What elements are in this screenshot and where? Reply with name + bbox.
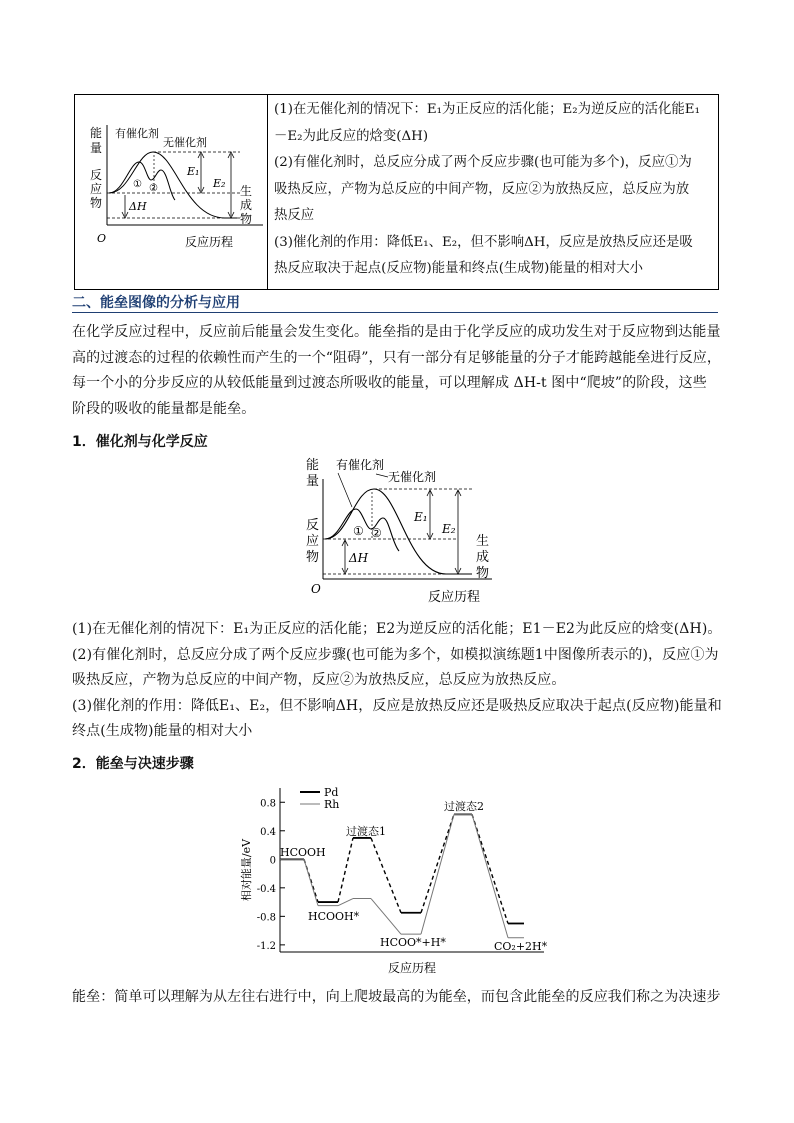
connector-rh xyxy=(371,899,401,935)
connector-rh xyxy=(304,859,318,905)
step1-label: ① xyxy=(353,524,364,538)
reactant-label-1: 反 xyxy=(90,168,103,182)
energy-profile-chart xyxy=(232,780,562,980)
table-text-cell xyxy=(268,95,719,290)
table-line: (2)有催化剂时，总反应分成了两个反应步骤(也可能为多个)，反应①为 xyxy=(274,155,692,170)
y-axis-title: 相对能量/eV xyxy=(240,838,253,902)
legend-rh-label: Rh xyxy=(324,798,340,811)
without-catalyst-label: 无催化剂 xyxy=(388,470,437,484)
connector-rh xyxy=(472,814,508,937)
table-line: 热反应取决于起点(反应物)能量和终点(生成物)能量的相对大小 xyxy=(274,261,644,276)
intro-line: 每一个小的分步反应的从较低能量到过渡态所吸收的能量，可以理解成 ΔH-t 图中“爬坡”的阶段，这些 xyxy=(72,375,707,391)
y-label-2: 量 xyxy=(90,141,103,155)
subheading-catalyst: 1．催化剂与化学反应 xyxy=(72,434,208,450)
y-tick-label: 0 xyxy=(269,855,276,867)
connector-pd xyxy=(338,838,353,902)
reactant-label-1: 反 xyxy=(306,518,320,533)
reactant-label-2: 应 xyxy=(90,182,103,196)
catalyst-notes xyxy=(72,617,732,745)
without-catalyst-label: 无催化剂 xyxy=(163,136,207,149)
stage-label: 过渡态2 xyxy=(444,800,484,813)
table-line: (3)催化剂的作用：降低E₁、E₂，但不影响ΔH，反应是放热反应还是吸 xyxy=(274,234,693,250)
y-tick-label: 0.8 xyxy=(260,798,276,810)
product-label-3: 物 xyxy=(476,566,490,581)
subheading-energy-barrier: 2．能垒与决速步骤 xyxy=(72,756,194,772)
stage-label: CO₂+2H* xyxy=(494,940,548,953)
step2-label: ② xyxy=(149,183,158,194)
stage-label: HCOO*+H* xyxy=(380,936,446,949)
intro-paragraph xyxy=(72,320,732,422)
e1-label: E₁ xyxy=(187,165,200,178)
intro-line: 阶段的吸收的能量都是能垒。 xyxy=(72,400,256,417)
y-label-1: 能 xyxy=(90,126,103,140)
e2-label: E₂ xyxy=(213,177,226,190)
legend-pd-label: Pd xyxy=(324,786,339,799)
table-line: －E₂为此反应的焓变(ΔH) xyxy=(274,128,429,144)
final-paragraph xyxy=(72,985,732,1011)
product-label-3: 物 xyxy=(240,212,253,226)
section-heading-underline xyxy=(72,312,718,313)
with-catalyst-label: 有催化剂 xyxy=(336,458,385,472)
connector-rh xyxy=(421,814,454,934)
stage-label: HCOOH* xyxy=(308,910,360,923)
origin-label: O xyxy=(311,582,321,596)
catalyst-energy-diagram-small xyxy=(75,95,267,285)
stage-label: 过渡态1 xyxy=(346,825,386,838)
delta-h-label: ΔH xyxy=(349,551,369,565)
note-line: 吸热反应，产物为总反应的中间产物，反应②为放热反应，总反应为放热反应。 xyxy=(72,672,566,688)
connector-pd xyxy=(421,814,454,912)
e1-label: E₁ xyxy=(414,510,428,524)
catalyst-energy-diagram xyxy=(296,457,496,607)
connector-pd xyxy=(371,838,401,913)
step1-label: ① xyxy=(133,179,142,190)
e2-label: E₂ xyxy=(442,522,456,536)
reactant-label-3: 物 xyxy=(90,196,103,210)
y-tick-label: -0.8 xyxy=(256,912,276,924)
intro-line: 在化学反应过程中，反应前后能量会发生变化。能垒指的是由于化学反应的成功发生对于反应物到达能量 xyxy=(72,324,721,340)
x-axis-label: 反应历程 xyxy=(428,590,481,605)
table-line: 热反应 xyxy=(274,208,315,223)
final-line: 能垒：简单可以理解为从左往右进行中，向上爬坡最高的为能垒，而包含此能垒的反应我们称之为决速步 xyxy=(72,989,721,1005)
y-label-1: 能 xyxy=(306,458,320,473)
note-line: (3)催化剂的作用：降低E₁、E₂，但不影响ΔH，反应是放热反应还是吸热反应取决于起点(反应物)能量和 xyxy=(72,697,722,714)
section-heading-text: 二、能垒图像的分析与应用 xyxy=(72,295,240,311)
product-label-2: 成 xyxy=(240,198,253,212)
table-line: 吸热反应，产物为总反应的中间产物，反应②为放热反应，总反应为放 xyxy=(274,181,690,197)
x-axis-title: 反应历程 xyxy=(387,961,437,975)
connector-rh xyxy=(338,899,353,906)
y-tick-label: -0.4 xyxy=(256,883,276,895)
intro-line: 高的过渡态的过程的依赖性而产生的一个“阻碍”，只有一部分有足够能量的分子才能跨越能垒进行反应， xyxy=(72,349,722,366)
table-diagram-cell xyxy=(75,95,268,290)
y-label-2: 量 xyxy=(306,474,320,489)
origin-label: O xyxy=(97,232,107,245)
reactant-label-3: 物 xyxy=(306,550,320,565)
table-line: (1)在无催化剂的情况下：E₁为正反应的活化能；E₂为逆反应的活化能E₁ xyxy=(274,102,700,117)
product-label-1: 生 xyxy=(476,534,490,549)
delta-h-label: ΔH xyxy=(129,200,147,213)
stage-label: HCOOH xyxy=(280,846,326,859)
y-tick-label: 0.4 xyxy=(260,826,276,838)
note-line: (2)有催化剂时，总反应分成了两个反应步骤(也可能为多个，如模拟演练题1中图像所表示的)，反应①为 xyxy=(72,646,719,663)
with-catalyst-label: 有催化剂 xyxy=(115,127,159,140)
step2-label: ② xyxy=(371,526,382,540)
product-label-1: 生 xyxy=(240,184,253,198)
note-line: 终点(生成物)能量的相对大小 xyxy=(72,723,253,739)
note-line: (1)在无催化剂的情况下：E₁为正反应的活化能；E2为逆反应的活化能；E1－E2为此反应的焓变(ΔH)。 xyxy=(72,621,722,637)
connector-pd xyxy=(472,814,508,923)
reactant-label-2: 应 xyxy=(306,534,320,549)
x-axis-label: 反应历程 xyxy=(185,235,234,249)
summary-table xyxy=(74,94,719,290)
product-label-2: 成 xyxy=(476,550,490,565)
y-tick-label: -1.2 xyxy=(256,940,276,952)
section-heading xyxy=(72,292,240,312)
